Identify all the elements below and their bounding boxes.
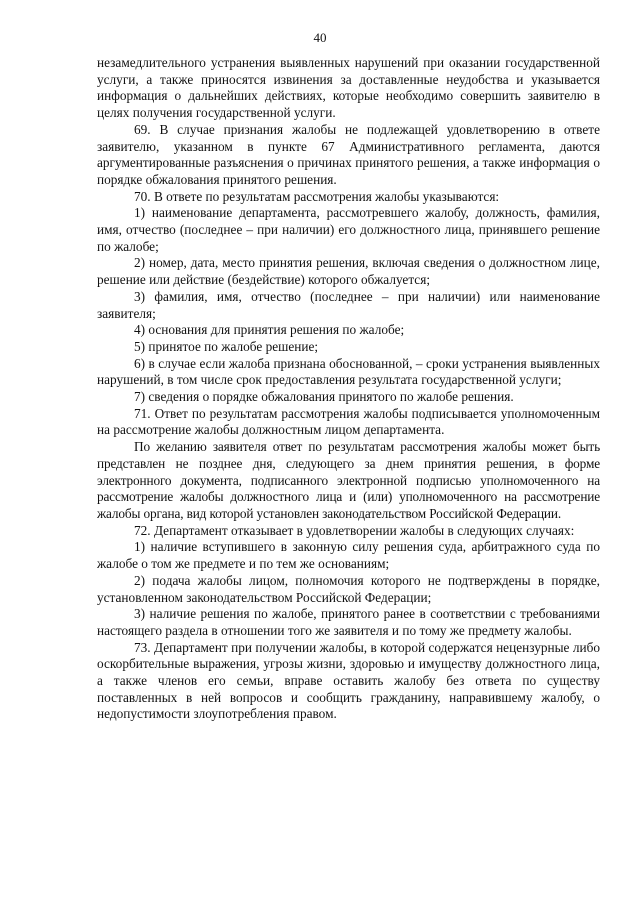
list-item-72-3: 3) наличие решения по жалобе, принятого ранее в соответствии с требованиями настоящего раздела в отношении того же заявителя и по тому же предмету жалобы. — [97, 606, 600, 638]
list-item-70-3: 3) фамилия, имя, отчество (последнее – при наличии) или наименование заявителя; — [97, 288, 600, 321]
list-item-70-1: 1) наименование департамента, рассмотревшего жалобу, должность, фамилия, имя, отчество (последнее – при наличии) его должностного лица, принявшего решение по жалобе; — [97, 205, 600, 254]
paragraph-69: 69. В случае признания жалобы не подлежащей удовлетворению в ответе заявителю, указанном в пункте 67 Административного регламента, даются аргументированные разъяснения о причинах принятого решения, а также информация о порядке обжалования принятого решения. — [97, 121, 600, 187]
list-item-72-1: 1) наличие вступившего в законную силу решения суда, арбитражного суда по жалобе о том же предмете и по тем же основаниям; — [97, 539, 600, 572]
list-item-70-2: 2) номер, дата, место принятия решения, включая сведения о должностном лице, решение или действие (бездействие) которого обжалуется; — [97, 255, 600, 288]
paragraph-continuation: незамедлительного устранения выявленных нарушений при оказании государственной услуги, а также приносятся извинения за доставленные неудобства и указывается информация о дальнейших действиях, которые необходимо совершить заявителю в целях получения государственной услуги. — [97, 55, 600, 121]
paragraph-73: 73. Департамент при получении жалобы, в которой содержатся нецензурные либо оскорбительные выражения, угрозы жизни, здоровью и имуществу должностного лица, а также членов его семьи, вправе оставить жалобу без ответа по существу поставленных в ней вопросов и сообщить гражданину, направившему жалобу, о недопустимости злоупотребления правом. — [97, 639, 600, 722]
paragraph-70: 70. В ответе по результатам рассмотрения жалобы указываются: — [134, 188, 500, 204]
list-item-72-2: 2) подача жалобы лицом, полномочия которого не подтверждены в порядке, установленном законодательством Российской Федерации; — [97, 572, 600, 605]
list-item-70-4: 4) основания для принятия решения по жалобе; — [134, 322, 405, 338]
paragraph-71-electronic-response: По желанию заявителя ответ по результатам рассмотрения жалобы может быть представлен не позднее дня, следующего за днем принятия решения, в форме электронного документа, подписанного электронной подписью уполномоченного на рассмотрение жалобы должностного лица и (или) уполномоченного на рассмотрение жалобы органа, вид которой установлен законодательством Российской Федерации. — [97, 439, 600, 521]
list-item-70-5: 5) принятое по жалобе решение; — [134, 338, 319, 354]
page-number: 40 — [313, 30, 327, 45]
document-body — [97, 55, 600, 723]
paragraph-71: 71. Ответ по результатам рассмотрения жалобы подписывается уполномоченным на рассмотрение жалобы должностным лицом департамента. — [97, 405, 600, 438]
paragraph-72: 72. Департамент отказывает в удовлетворении жалобы в следующих случаях: — [134, 522, 575, 538]
list-item-70-6: 6) в случае если жалоба признана обоснованной, – сроки устранения выявленных нарушений, в том числе срок предоставления результата государственной услуги; — [97, 355, 600, 388]
list-item-70-7: 7) сведения о порядке обжалования принятого по жалобе решения. — [134, 389, 514, 405]
